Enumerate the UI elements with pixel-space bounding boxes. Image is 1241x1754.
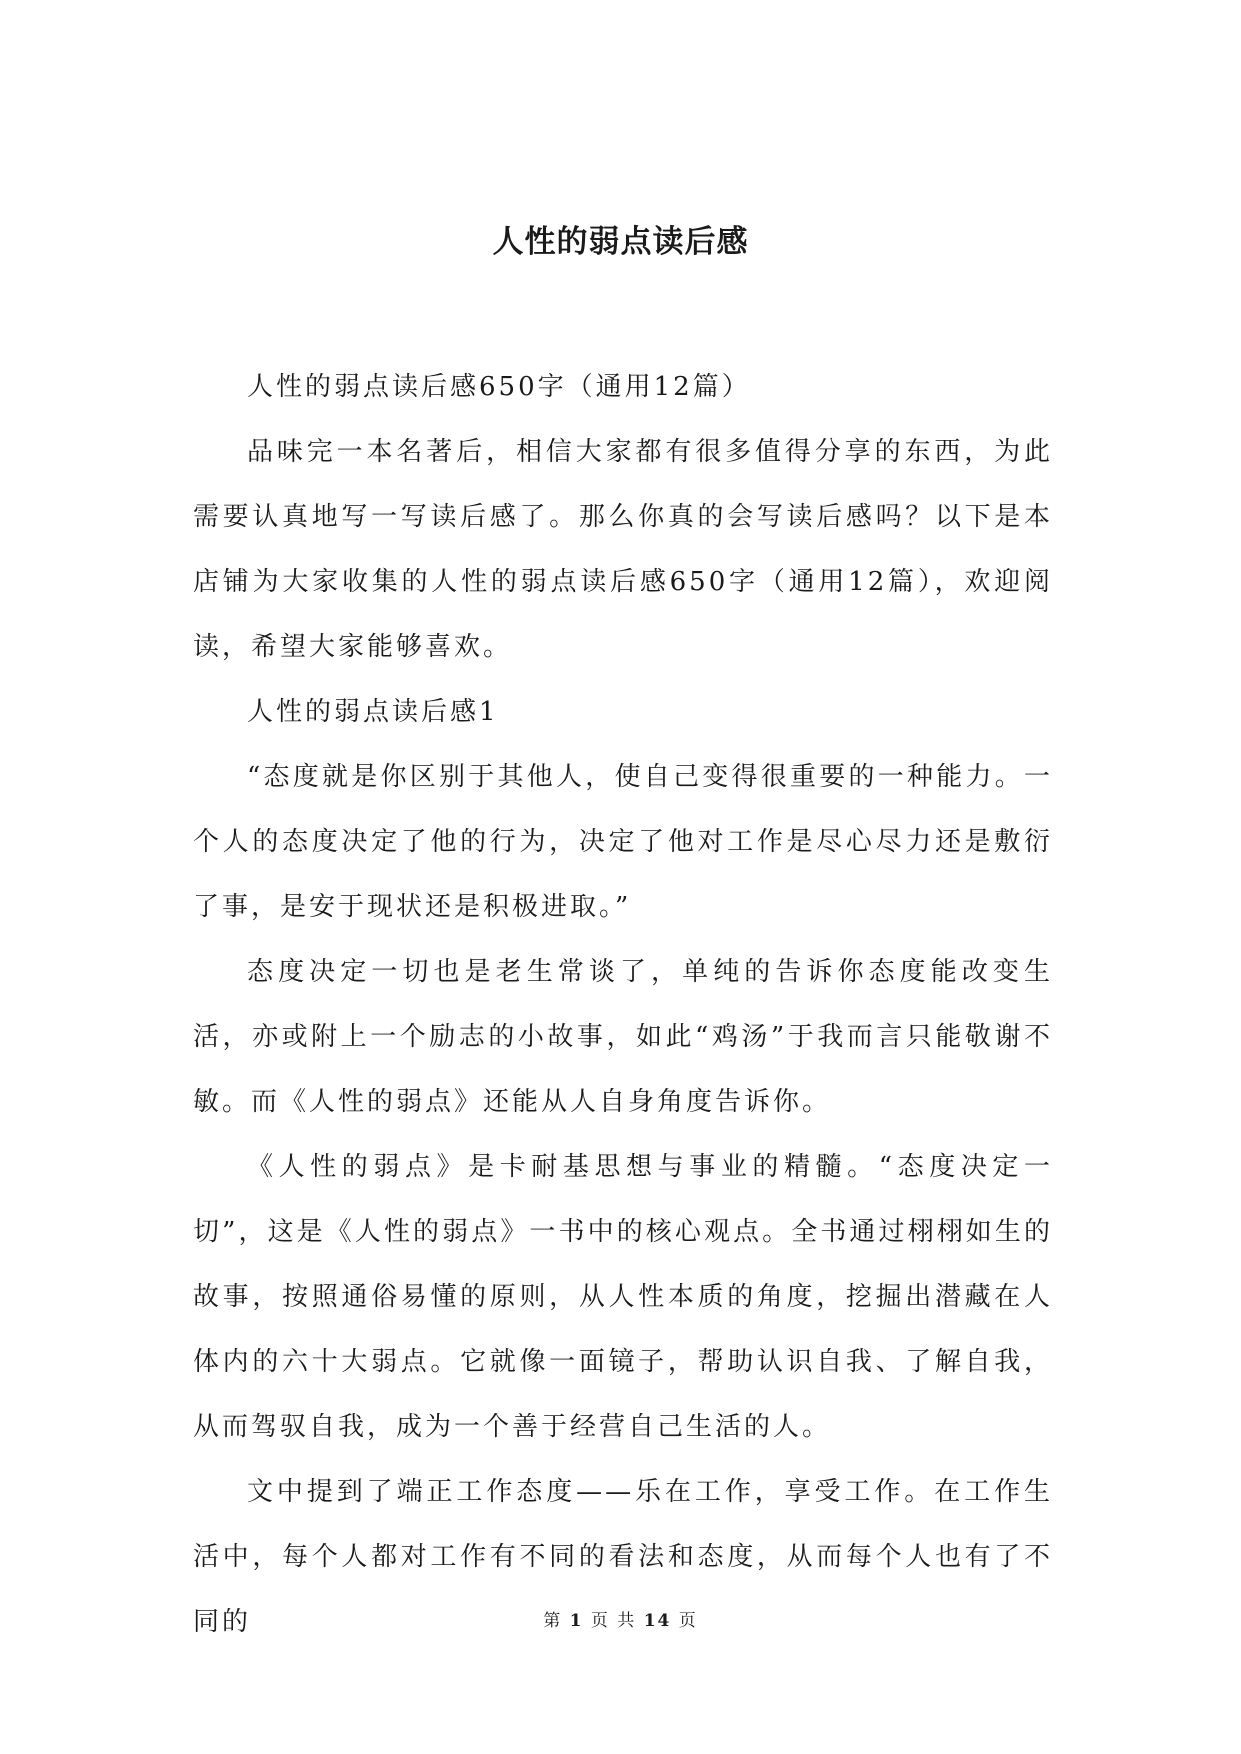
body-paragraph: 态度决定一切也是老生常谈了，单纯的告诉你态度能改变生活，亦或附上一个励志的小故事，如此“鸡汤”于我而言只能敬谢不敏。而《人性的弱点》还能从人自身角度告诉你。	[193, 957, 1053, 1117]
section-heading: 人性的弱点读后感1	[247, 697, 499, 727]
footer-prefix: 第	[543, 1611, 563, 1631]
footer-middle: 页 共	[590, 1611, 637, 1631]
page-footer	[0, 1606, 1241, 1631]
footer-page-number: 1	[569, 1611, 584, 1631]
body-paragraph: 文中提到了端正工作态度——乐在工作，享受工作。在工作生活中，每个人都对工作有不同的看法和态度，从而每个人也有了不同的	[193, 1477, 1053, 1637]
document-body	[193, 355, 1053, 1655]
subtitle-paragraph: 人性的弱点读后感650字（通用12篇）	[247, 372, 751, 402]
body-paragraph: 《人性的弱点》是卡耐基思想与事业的精髓。“态度决定一切”，这是《人性的弱点》一书中的核心观点。全书通过栩栩如生的故事，按照通俗易懂的原则，从人性本质的角度，挖掘出潜藏在人体内的六十大弱点。它就像一面镜子，帮助认识自我、了解自我，从而驾驭自我，成为一个善于经营自己生活的人。	[193, 1152, 1053, 1442]
footer-total-pages: 14	[643, 1611, 672, 1631]
document-title: 人性的弱点读后感	[492, 224, 749, 260]
footer-suffix: 页	[678, 1611, 698, 1631]
quote-paragraph: “态度就是你区别于其他人，使自己变得很重要的一种能力。一个人的态度决定了他的行为，决定了他对工作是尽心尽力还是敷衍了事，是安于现状还是积极进取。”	[193, 762, 1053, 922]
intro-paragraph: 品味完一本名著后，相信大家都有很多值得分享的东西，为此需要认真地写一写读后感了。那么你真的会写读后感吗？以下是本店铺为大家收集的人性的弱点读后感650字（通用12篇），欢迎阅读，希望大家能够喜欢。	[193, 437, 1053, 662]
